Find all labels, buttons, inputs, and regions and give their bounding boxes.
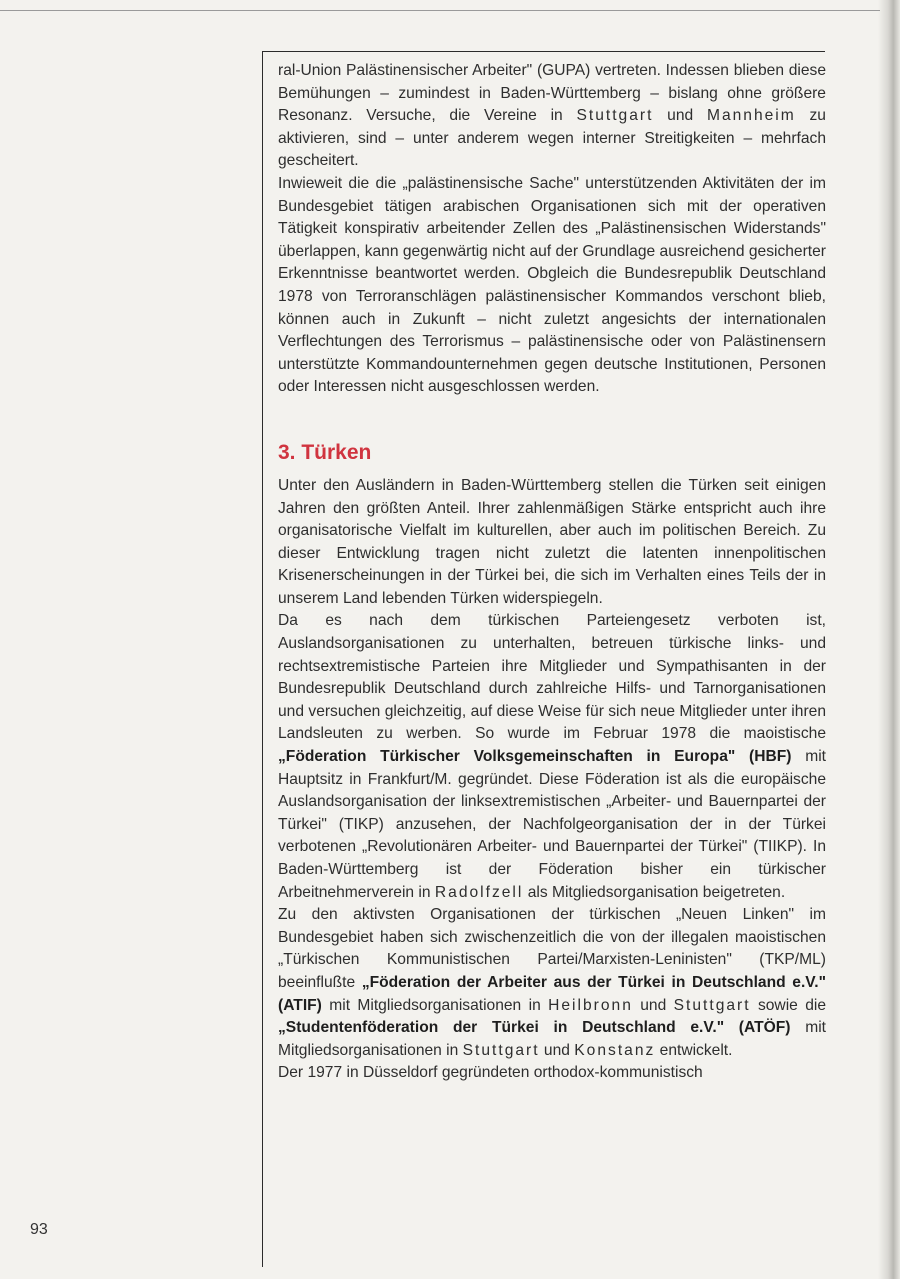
city-name: Stuttgart: [462, 1041, 540, 1059]
organization-name-bold: „Föderation Türkischer Volksgemeinschaften in Europa" (HBF): [278, 748, 792, 766]
text-run: Zu den aktivsten Organisationen der türkischen „Neuen Linken" im Bundesgebiet haben sich zwischenzeitlich die von der illegalen maoistischen „Türkischen Kommunistischen Partei/Marxisten-Leninisten" (TKP/ML) beeinflußte: [278, 906, 826, 991]
page-number: 93: [30, 1221, 48, 1238]
city-name: Radolfzell: [434, 883, 524, 901]
text-run: sowie die: [750, 996, 827, 1014]
page-edge-shadow: [878, 0, 900, 1279]
paragraph-new-left: [278, 904, 826, 1062]
text-run: und: [539, 1041, 575, 1059]
margin-rule: [262, 51, 263, 1267]
paragraph-palestinian-activities: Inwieweit die die „palästinensische Sache" unterstützenden Aktivitäten der im Bundesgebiet tätigen arabischen Organisationen sich mit der operativen Tätigkeit konspirativ arbeitender Zellen des „Palästinensischen Widerstands" überlappen, kann gegenwärtig nicht auf der Grundlage ausreichend gesicherter Erkenntnisse beantwortet werden. Obgleich die Bundesrepublik Deutschland 1978 von Terroranschlägen palästinensischer Kommandos verschont blieb, können auch in Zukunft – nicht zuletzt angesichts der internationalen Verflechtungen des Terrorismus – palästinensische oder von Palästinensern unterstützte Kommandounternehmen gegen deutsche Institutionen, Personen oder Interessen nicht ausgeschlossen werden.: [278, 174, 826, 396]
text-run: Da es nach dem türkischen Parteiengesetz verboten ist, Auslandsorganisationen zu unterhalten, betreuen türkische links- und rechtsextremistische Parteien ihre Mitglieder und Sympathisanten in der Bundesrepublik Deutschland durch zahlreiche Hilfs- und Tarnorganisationen und versuchen gleichzeitig, auf diese Weise für sich neue Mitglieder unter ihren Landsleuten zu werben. So wurde im Februar 1978 die maoistische: [278, 612, 826, 743]
paragraph-party-law: [278, 610, 826, 904]
organization-name-bold: „Föderation der Arbeiter aus der Türkei in Deutschland e.V." (ATIF): [278, 973, 826, 1014]
text-run: entwickelt.: [655, 1041, 733, 1059]
paragraph-duesseldorf: Der 1977 in Düsseldorf gegründeten orthodox-kommunistisch: [278, 1064, 703, 1082]
text-run: ral-Union Palästinensischer Arbeiter" (GUPA) vertreten. Indessen blieben diese Bemühungen – zumindest in Baden-Württemberg – bislang ohne größere Resonanz. Versuche, die Vereine in: [278, 62, 826, 125]
text-run: zu aktivieren, sind – unter anderem wegen interner Streitigkeiten – mehrfach gescheitert.: [278, 107, 826, 170]
city-name: Mannheim: [706, 107, 796, 125]
city-name: Heilbronn: [548, 996, 633, 1014]
header-rule: [262, 51, 825, 52]
text-run: und: [632, 996, 674, 1014]
text-run: mit Mitgliedsorganisationen in: [321, 996, 549, 1014]
text-run: mit Hauptsitz in Frankfurt/M. gegründet. Diese Föderation ist als die europäische Auslandsorganisation der linksextremistischen „Arbeiter- und Bauernpartei der Türkei" (TIKP) anzusehen, der Nachfolgeorganisation der in der Türkei verbotenen „Revolutionären Arbeiter- und Bauernpartei der Türkei" (TIIKP). In Baden-Württemberg ist der Föderation bisher ein türkischer Arbeitnehmerverein in: [278, 748, 826, 901]
section-heading: 3. Türken: [278, 440, 372, 464]
text-run: als Mitgliedsorganisation beigetreten.: [523, 883, 786, 901]
top-rule: [0, 10, 880, 11]
text-run: und: [653, 107, 707, 125]
paragraph-gupa: [278, 60, 826, 173]
main-text-column: [278, 60, 826, 1085]
city-name: Stuttgart: [576, 107, 654, 125]
text-run: mit Mitgliedsorganisationen in: [278, 1019, 826, 1059]
paragraph-turks-intro: Unter den Ausländern in Baden-Württemberg stellen die Türken seit einigen Jahren den größten Anteil. Ihrer zahlenmäßigen Stärke entspricht auch ihre organisatorische Vielfalt im kulturellen, aber auch im politischen Bereich. Zu dieser Entwicklung tragen nicht zuletzt die latenten innenpolitischen Krisenerscheinungen in der Türkei bei, die sich im Verhalten eines Teils der in unserem Land lebenden Türken widerspiegeln.: [278, 476, 826, 607]
organization-name-bold: „Studentenföderation der Türkei in Deutschland e.V." (ATÖF): [278, 1019, 791, 1037]
city-name: Konstanz: [574, 1041, 656, 1059]
city-name: Stuttgart: [673, 996, 751, 1014]
